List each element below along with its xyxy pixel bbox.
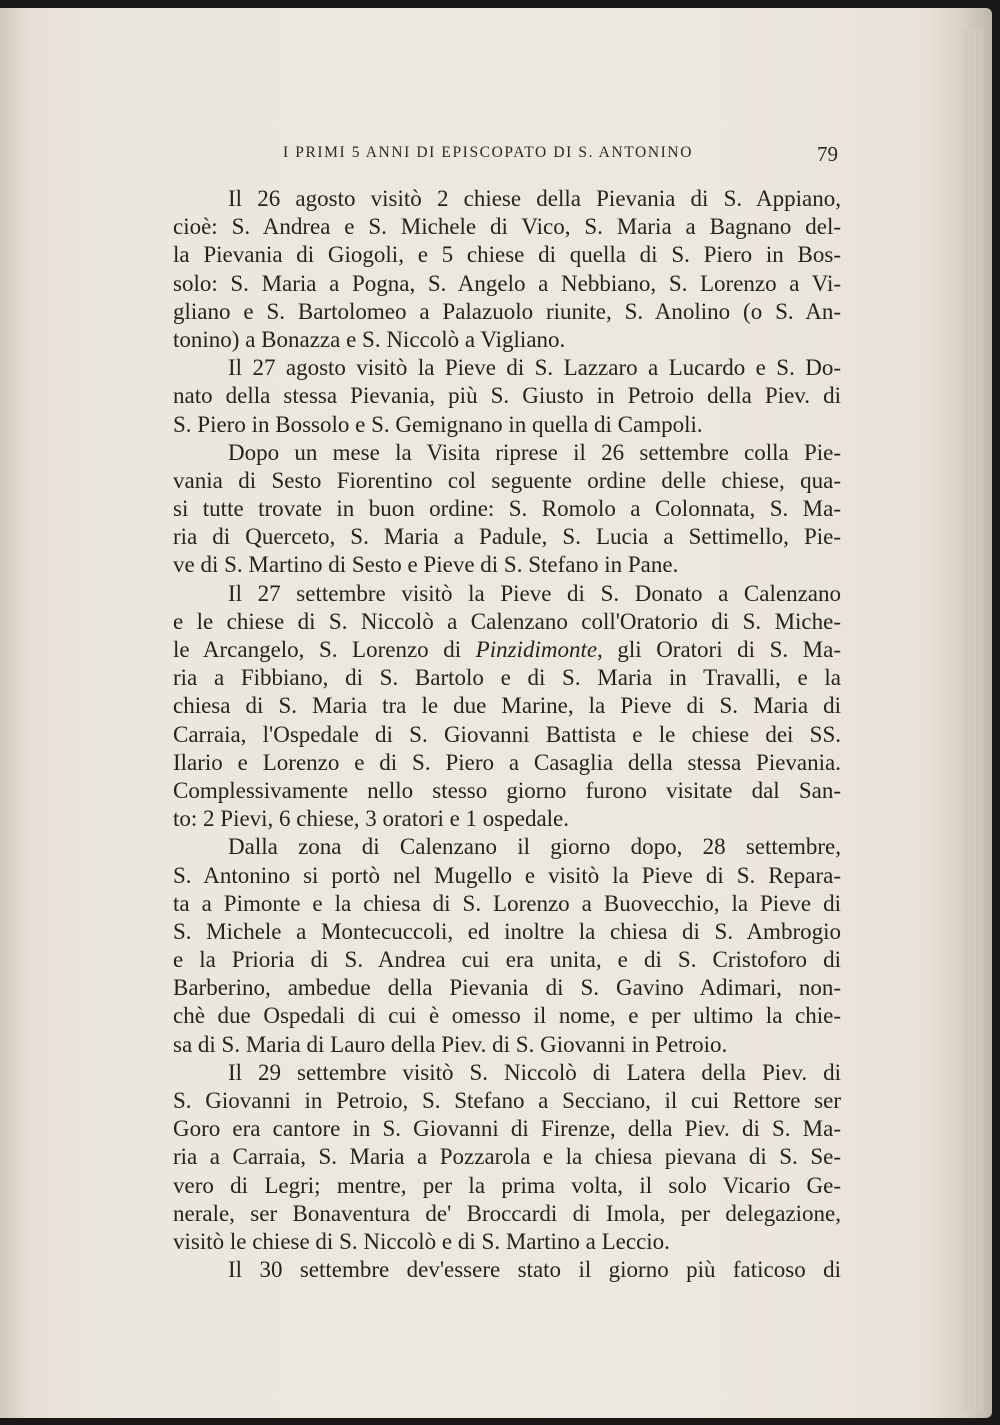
- text-line: Ilario e Lorenzo e di S. Piero a Casaglia della stessa Pievania.: [173, 749, 841, 775]
- line-prefix: le Arcangelo, S. Lorenzo di: [173, 637, 476, 662]
- text-line: la Pievania di Giogoli, e 5 chiese di quella di S. Piero in Bos-: [173, 242, 841, 268]
- text-line: to: 2 Pievi, 6 chiese, 3 oratori e 1 ospedale.: [173, 806, 570, 832]
- running-head: I PRIMI 5 ANNI DI EPISCOPATO DI S. ANTONINO: [283, 144, 693, 161]
- text-line: S. Giovanni in Petroio, S. Stefano a Secciano, il cui Rettore ser: [173, 1088, 841, 1113]
- text-line: S. Piero in Bossolo e S. Gemignano in quella di Campoli.: [173, 411, 703, 437]
- text-line: nerale, ser Bonaventura de' Broccardi di Imola, per delegazione,: [173, 1200, 841, 1226]
- text-line: solo: S. Maria a Pogna, S. Angelo a Nebbiano, S. Lorenzo a Vi-: [173, 270, 841, 296]
- text-line: vania di Sesto Fiorentino col seguente ordine delle chiese, qua-: [173, 467, 841, 493]
- text-line: visitò le chiese di S. Niccolò e di S. Martino a Leccio.: [173, 1228, 670, 1254]
- text-line: Dalla zona di Calenzano il giorno dopo, 28 settembre,: [228, 834, 841, 860]
- text-line: Il 26 agosto visitò 2 chiese della Pievania di S. Appiano,: [228, 186, 841, 211]
- text-line: Il 30 settembre dev'essere stato il giorno più faticoso di: [228, 1257, 841, 1283]
- text-line: nato della stessa Pievania, più S. Giusto in Petroio della Piev. di: [173, 383, 841, 409]
- text-line: ria a Fibbiano, di S. Bartolo e di S. Maria in Travalli, e la: [173, 665, 841, 691]
- text-line: cioè: S. Andrea e S. Michele di Vico, S. Maria a Bagnano del-: [173, 214, 841, 240]
- text-line: chè due Ospedali di cui è omesso il nome, e per ultimo la chie-: [173, 1003, 841, 1029]
- text-line: ria a Carraia, S. Maria a Pozzarola e la chiesa pievana di S. Se-: [173, 1144, 841, 1170]
- text-line: si tutte trovate in buon ordine: S. Romolo a Colonnata, S. Ma-: [173, 496, 841, 522]
- text-line-with-italic: [173, 636, 841, 664]
- text-line: chiesa di S. Maria tra le due Marine, la Pieve di S. Maria di: [173, 693, 841, 719]
- text-line: S. Michele a Montecuccoli, ed inoltre la chiesa di S. Ambrogio: [173, 918, 841, 944]
- text-line: vero di Legri; mentre, per la prima volta, il solo Vicario Ge-: [173, 1172, 841, 1198]
- page-header: [0, 138, 1000, 168]
- text-line: gliano e S. Bartolomeo a Palazuolo riunite, S. Anolino (o S. An-: [173, 298, 841, 324]
- text-line: Il 27 settembre visitò la Pieve di S. Donato a Calenzano: [228, 580, 841, 606]
- page-number: 79: [817, 142, 838, 166]
- text-line: Il 27 agosto visitò la Pieve di S. Lazzaro a Lucardo e S. Do-: [228, 355, 841, 381]
- text-line: Dopo un mese la Visita riprese il 26 settembre colla Pie-: [228, 439, 841, 465]
- text-line: ta a Pimonte e la chiesa di S. Lorenzo a Buovecchio, la Pieve di: [173, 890, 841, 916]
- text-line: Barberino, ambedue della Pievania di S. Gavino Adimari, non-: [173, 975, 841, 1001]
- text-line: e le chiese di S. Niccolò a Calenzano coll'Oratorio di S. Miche-: [173, 608, 841, 634]
- text-line: tonino) a Bonazza e S. Niccolò a Vigliano.: [173, 326, 566, 352]
- text-line: Complessivamente nello stesso giorno furono visitate dal San-: [173, 777, 841, 803]
- italic-place-name: Pinzidimonte,: [475, 637, 603, 662]
- text-line: ve di S. Martino di Sesto e Pieve di S. Stefano in Pane.: [173, 552, 679, 578]
- text-line: e la Prioria di S. Andrea cui era unita, e di S. Cristoforo di: [173, 947, 841, 973]
- text-line: S. Antonino si portò nel Mugello e visitò la Pieve di S. Repara-: [173, 862, 841, 888]
- text-line: sa di S. Maria di Lauro della Piev. di S. Giovanni in Petroio.: [173, 1031, 728, 1057]
- text-line: Il 29 settembre visitò S. Niccolò di Latera della Piev. di: [228, 1059, 841, 1085]
- page-edge: [962, 28, 984, 1413]
- text-line: Carraia, l'Ospedale di S. Giovanni Battista e le chiese dei SS.: [173, 721, 841, 747]
- text-line: ria di Querceto, S. Maria a Padule, S. Lucia a Settimello, Pie-: [173, 524, 841, 550]
- body-text: [173, 185, 841, 1284]
- line-suffix: gli Oratori di S. Ma-: [602, 637, 841, 662]
- text-line: Goro era cantore in S. Giovanni di Firenze, della Piev. di S. Ma-: [173, 1116, 841, 1142]
